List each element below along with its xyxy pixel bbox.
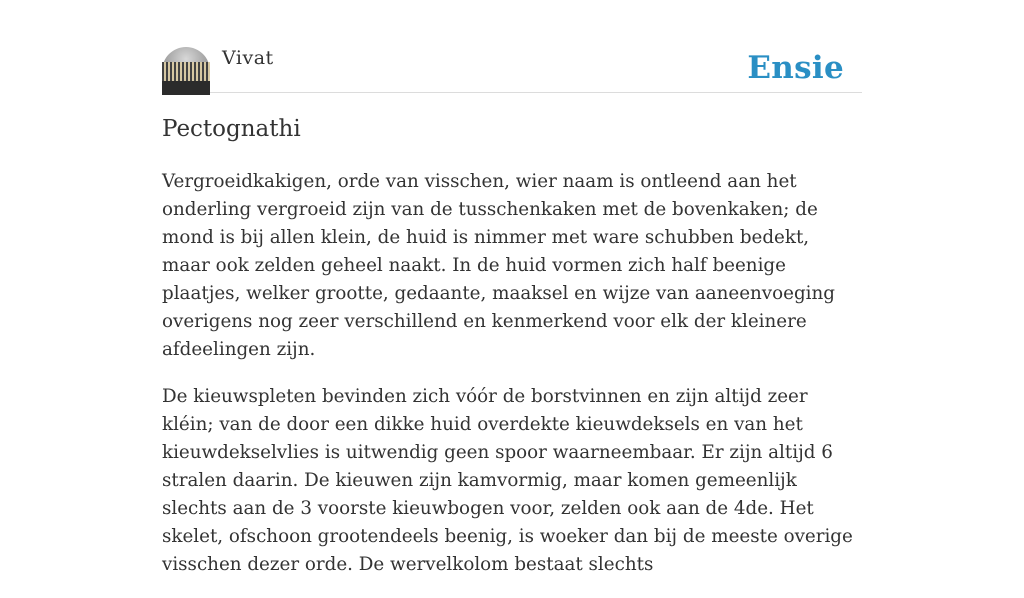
article-body — [162, 168, 862, 598]
article-paragraph: Vergroeidkakigen, orde van visschen, wier naam is ontleend aan het onderling vergroeid zijn van de tusschenkaken met de bovenkaken; de mond is bij allen klein, de huid is nimmer met ware schubben bedekt, maar ook zelden geheel naakt. In de huid vormen zich half beenige plaatjes, welker grootte, gedaante, maaksel en wijze van aaneenvoeging overigens nog zeer verschillend en kenmerkend voor elk der kleinere afdeelingen zijn. — [162, 171, 835, 360]
avatar-image-shadow — [162, 81, 210, 95]
header — [162, 0, 862, 93]
page-container — [162, 0, 862, 575]
page-title: Pectognathi — [162, 116, 301, 142]
author-name[interactable]: Vivat — [222, 47, 274, 69]
ensie-logo[interactable]: Ensie — [747, 50, 844, 86]
article-paragraph: De kieuwspleten bevinden zich vóór de borstvinnen en zijn altijd zeer kléin; van de door een dikke huid overdekte kieuwdeksels en van het kieuwdekselvlies is uitwendig geen spoor waarneembaar. Er zijn altijd 6 stralen daarin. De kieuwen zijn kamvormig, maar komen gemeenlijk slechts aan de 3 voorste kieuwbogen voor, zelden ook aan de 4de. Het skelet, ofschoon grootendeels beenig, is woeker dan bij de meeste overige visschen dezer orde. De wervelkolom bestaat slechts — [162, 386, 853, 575]
author-avatar[interactable] — [162, 47, 210, 95]
